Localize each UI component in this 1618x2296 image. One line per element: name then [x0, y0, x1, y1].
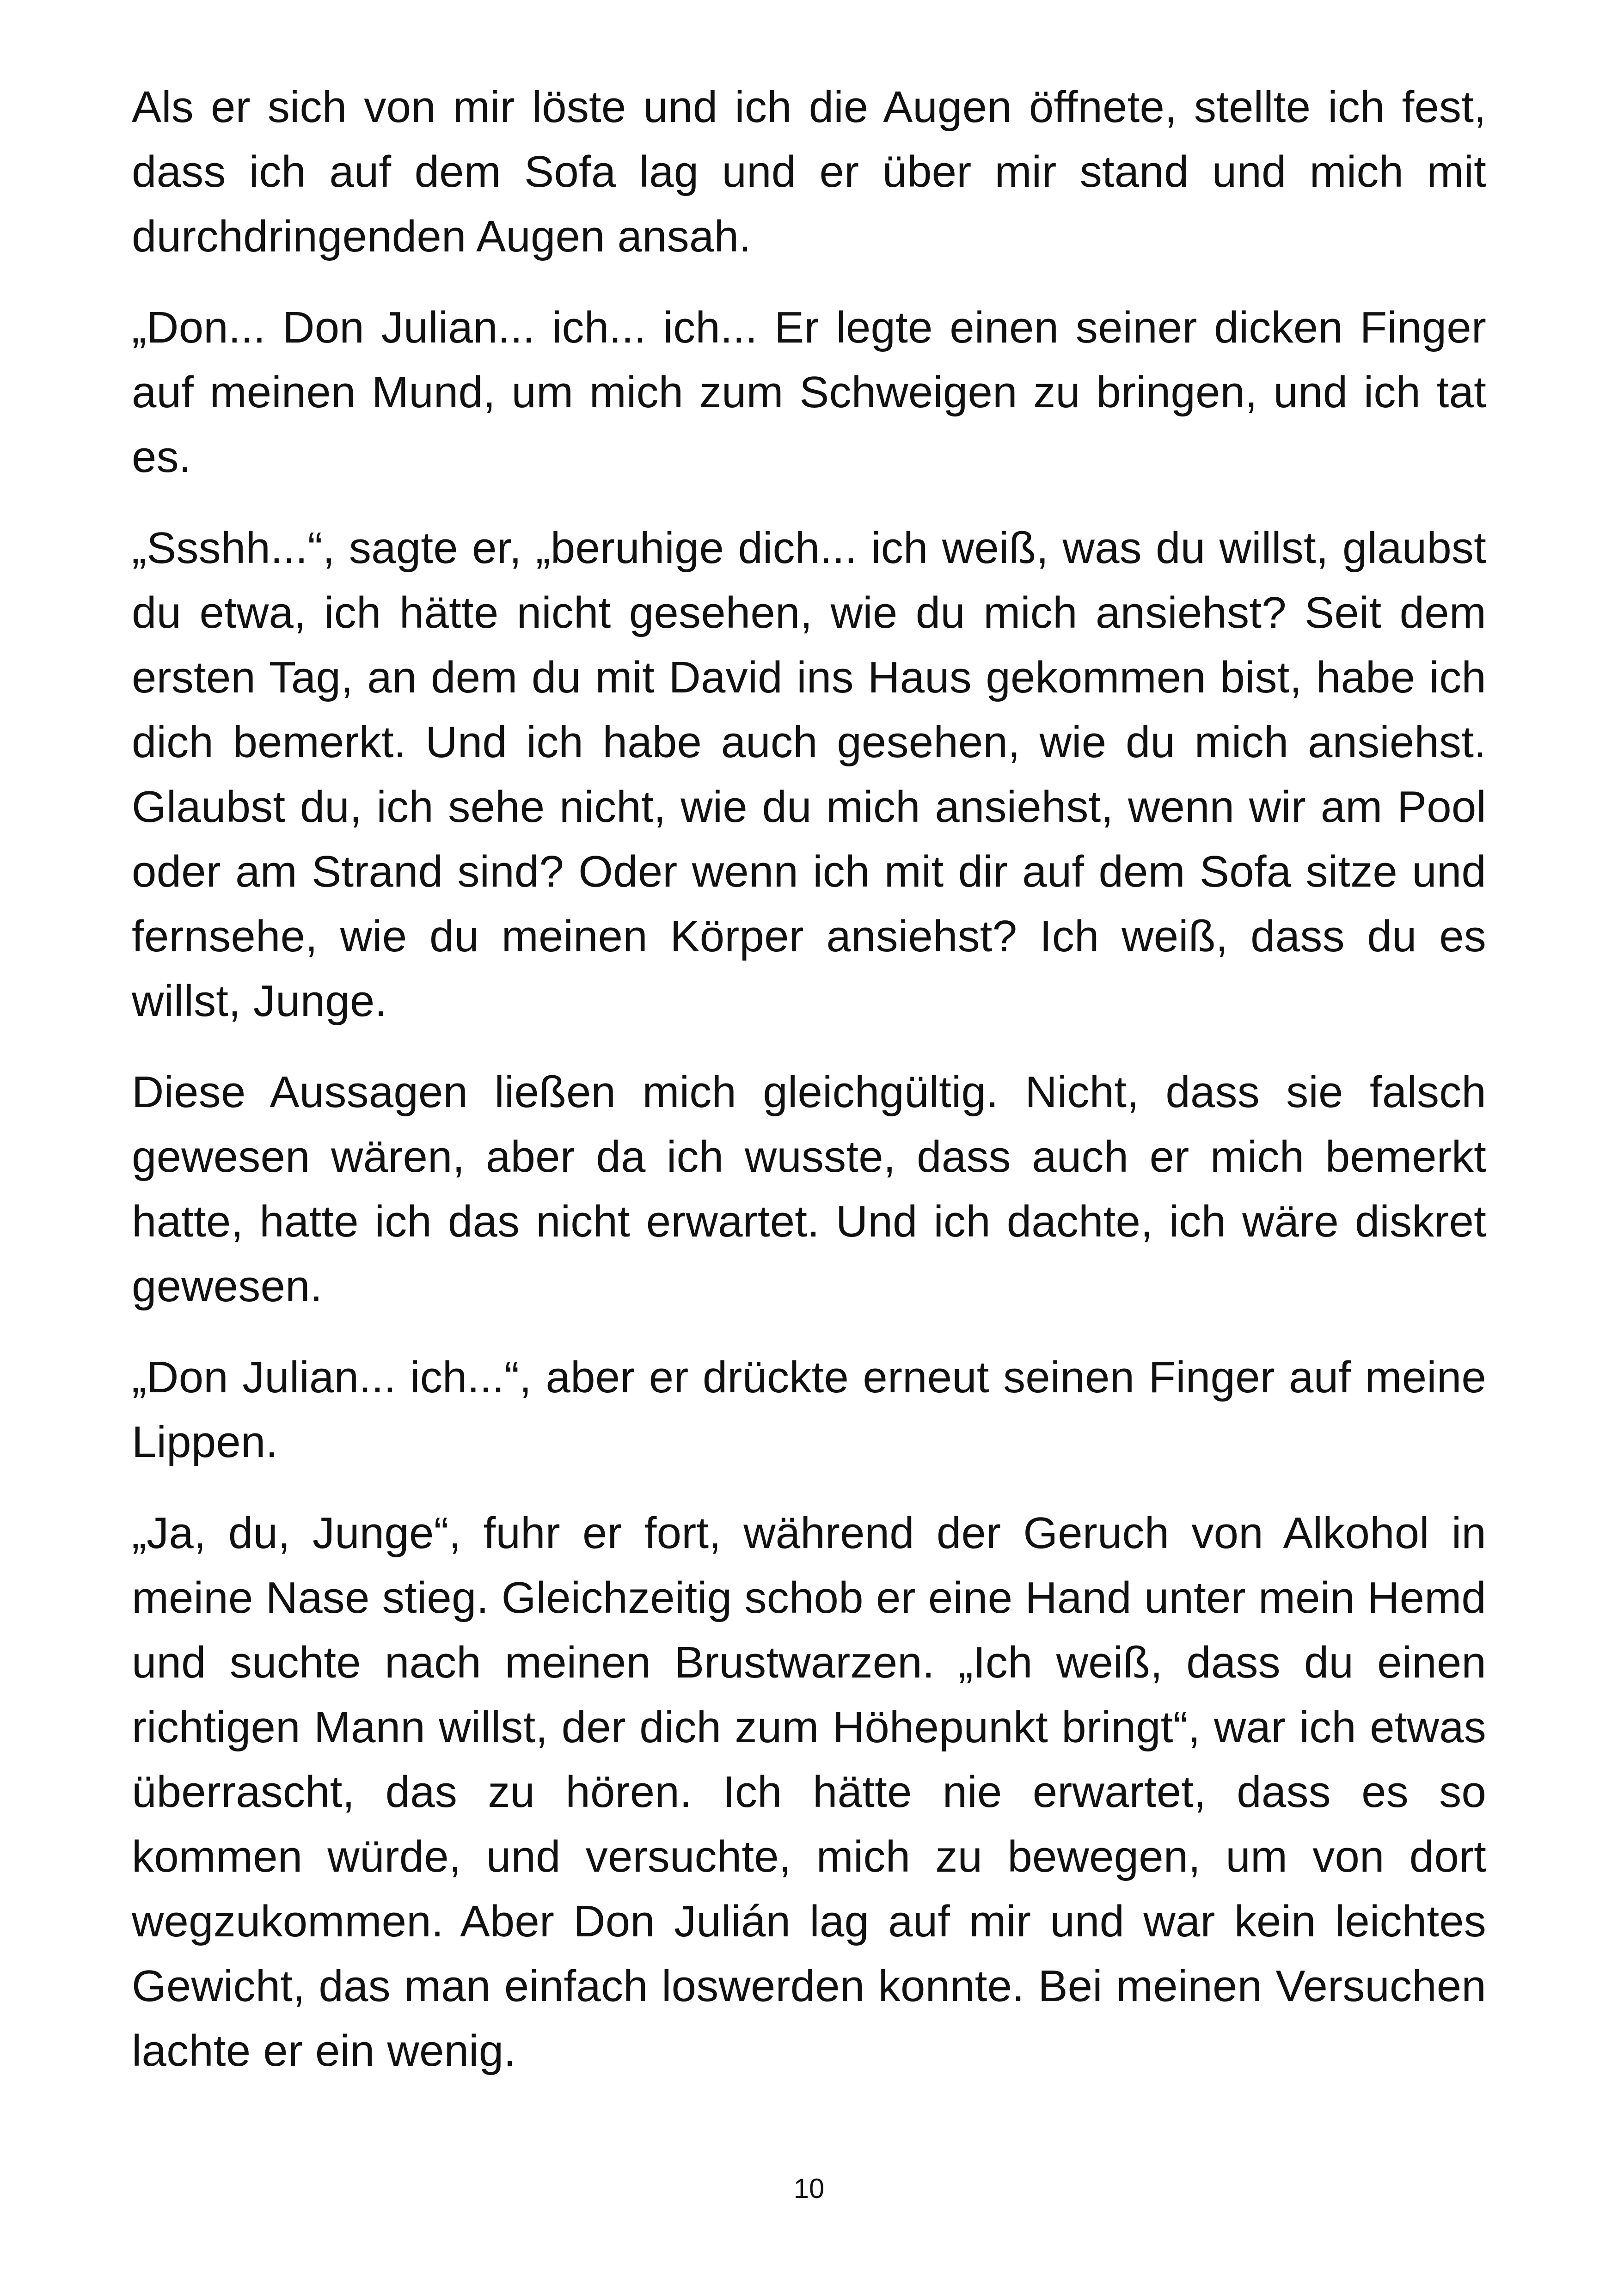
paragraph-3: „Ssshh...“, sagte er, „beruhige dich... ich weiß, was du willst, glaubst du etwa, ich hätte nicht gesehen, wie du mich ansiehst? Seit dem ersten Tag, an dem du mit David ins Haus gekommen bist, habe ich dich bemerkt. Und ich habe auch gesehen, wie du mich ansiehst. Glaubst du, ich sehe nicht, wie du mich ansiehst, wenn wir am Pool oder am Strand sind? Oder wenn ich mit dir auf dem Sofa sitze und fernsehe, wie du meinen Körper ansiehst? Ich weiß, dass du es willst, Junge.: [132, 523, 1486, 1026]
paragraph-6: „Ja, du, Junge“, fuhr er fort, während der Geruch von Alkohol in meine Nase stieg. Gleichzeitig schob er eine Hand unter mein Hemd und suchte nach meinen Brustwarzen. „Ich weiß, dass du einen richtigen Mann willst, der dich zum Höhepunkt bringt“, war ich etwas überrascht, das zu hören. Ich hätte nie erwartet, dass es so kommen würde, und versuchte, mich zu bewegen, um von dort wegzukommen. Aber Don Julián lag auf mir und war kein leichtes Gewicht, das man einfach loswerden konnte. Bei meinen Versuchen lachte er ein wenig.: [132, 1508, 1486, 2076]
page-number: 10: [793, 2173, 825, 2204]
paragraph-2: „Don... Don Julian... ich... ich... Er legte einen seiner dicken Finger auf meinen Mund, um mich zum Schweigen zu bringen, und ich tat es.: [132, 303, 1486, 482]
paragraph-5: „Don Julian... ich...“, aber er drückte erneut seinen Finger auf meine Lippen.: [132, 1353, 1486, 1467]
paragraph-1: Als er sich von mir löste und ich die Augen öffnete, stellte ich fest, dass ich auf dem Sofa lag und er über mir stand und mich mit durchdringenden Augen ansah.: [132, 82, 1486, 261]
paragraph-4: Diese Aussagen ließen mich gleichgültig. Nicht, dass sie falsch gewesen wären, aber da ich wusste, dass auch er mich bemerkt hatte, hatte ich das nicht erwartet. Und ich dachte, ich wäre diskret gewesen.: [132, 1067, 1486, 1311]
body-text: [132, 75, 1486, 2110]
